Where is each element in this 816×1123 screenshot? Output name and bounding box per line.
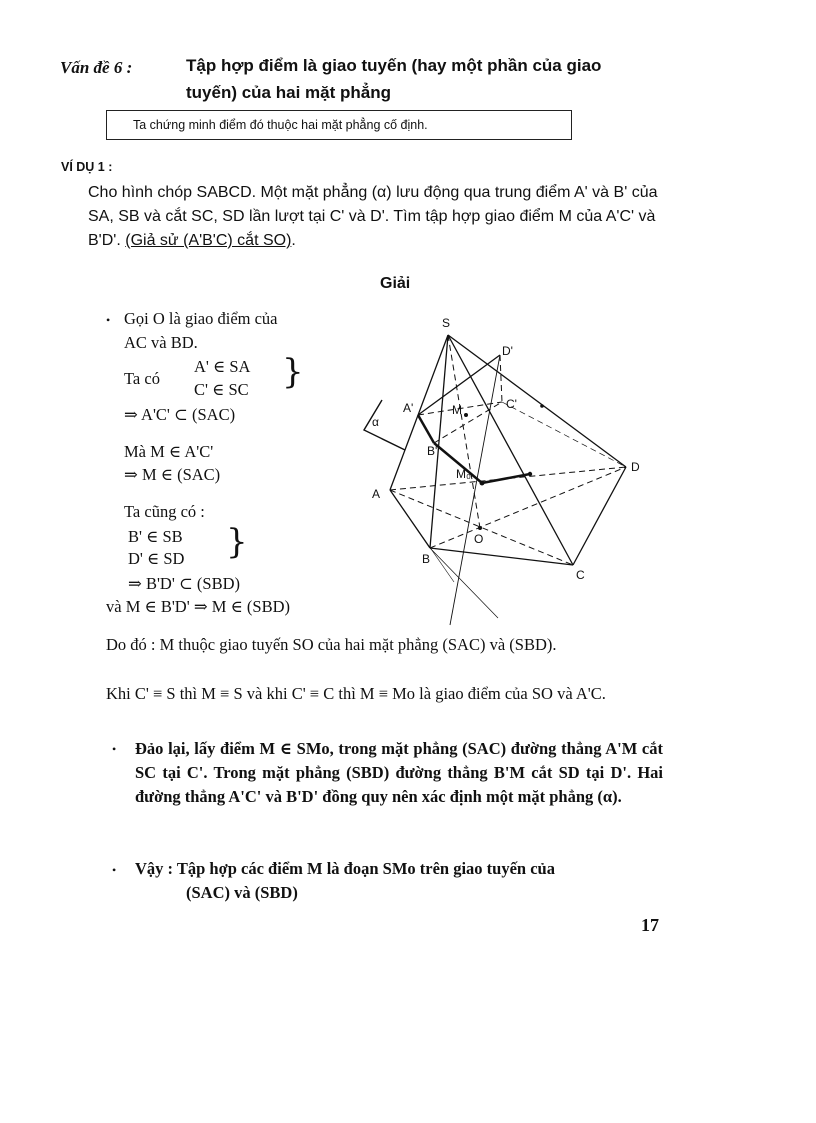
- seg-B1C1: [434, 402, 502, 443]
- edge-CD: [573, 467, 626, 565]
- line-A-ext: [390, 490, 454, 582]
- bullet-1: •: [106, 313, 111, 327]
- edge-SC: [448, 335, 573, 565]
- seg-M0-right: [482, 474, 530, 483]
- line-C1-D: [502, 402, 626, 467]
- step1-result-1: ⇒ A'C' ⊂ (SAC): [124, 405, 236, 424]
- solution-title: Giải: [380, 275, 411, 292]
- point-SD-mark: [540, 404, 544, 408]
- step3-line1: Vậy : Tập hợp các điểm M là đoạn SMo trên giao tuyến của: [135, 859, 555, 878]
- pyramid-figure: [330, 300, 660, 630]
- step1-line2: AC và BD.: [124, 333, 198, 352]
- step1-ta-cung-co: Ta cũng có :: [124, 502, 205, 521]
- label-C: C: [576, 568, 585, 582]
- edge-SA: [390, 335, 448, 490]
- step3-line2: (SAC) và (SBD): [186, 883, 298, 902]
- step1-cond-1: A' ∈ SA: [194, 357, 251, 376]
- label-D1: D': [502, 344, 513, 358]
- example-statement: Cho hình chóp SABCD. Một mặt phẳng (α) lưu động qua trung điểm A' và B' của SA, SB và cắt SC, SD lần lượt tại C' và D'. Tìm tập hợp giao điểm M của A'C' và B'D'.: [88, 184, 658, 249]
- page-number: 17: [641, 915, 659, 935]
- seg-D1C1: [500, 355, 502, 402]
- step1-cond-3: B' ∈ SB: [128, 527, 183, 546]
- point-M0: [480, 481, 485, 486]
- step1-ma: Mà M ∈ A'C': [124, 442, 214, 461]
- label-A1: A': [403, 401, 414, 415]
- method-box: Ta chứng minh điểm đó thuộc hai mặt phẳng cố định.: [106, 110, 572, 140]
- step1-va: và M ∈ B'D' ⇒ M ∈ (SBD): [106, 597, 290, 616]
- label-M0: M₀: [456, 467, 471, 481]
- label-alpha: α: [372, 415, 379, 429]
- problem-title: Tập hợp điểm là giao tuyến (hay một phần của giao tuyến) của hai mặt phẳng: [186, 56, 602, 102]
- label-S: S: [442, 316, 451, 330]
- example-period: .: [291, 232, 296, 249]
- step2-text: Đảo lại, lấy điểm M ∈ SMo, trong mặt phẳng (SAC) đường thẳng A'M cắt SC tại C'. Trong mặt phẳng (SBD) đường thẳng B'M cắt SD tại D'. Hai đường thẳng A'C' và B'D' đồng quy nên xác định một mặt phẳng (α).: [135, 739, 663, 806]
- example-label: VÍ DỤ 1 :: [61, 160, 113, 174]
- bullet-2: •: [112, 742, 117, 756]
- alpha-plane-mark: [364, 400, 405, 450]
- point-mid: [528, 472, 532, 476]
- step1-cond-4: D' ∈ SD: [128, 549, 185, 568]
- label-M: M: [452, 403, 462, 417]
- point-O: [478, 526, 482, 530]
- step1-line1: Gọi O là giao điểm của: [124, 309, 278, 328]
- label-B1: B': [427, 444, 438, 458]
- label-C1: C': [506, 397, 517, 411]
- label-O: O: [474, 532, 484, 546]
- line-B-ext: [430, 548, 498, 618]
- problem-label: Vấn đề 6 :: [60, 58, 133, 77]
- conclusion-2: Khi C' ≡ S thì M ≡ S và khi C' ≡ C thì M ≡ Mo là giao điểm của SO và A'C.: [106, 684, 606, 703]
- seg-A1B1: [418, 415, 434, 443]
- label-B: B: [422, 552, 431, 566]
- step1-cond-2: C' ∈ SC: [194, 380, 249, 399]
- point-M: [464, 413, 468, 417]
- label-D: D: [631, 460, 640, 474]
- brace-1: }: [282, 352, 304, 392]
- conclusion-1: Do đó : M thuộc giao tuyến SO của hai mặt phẳng (SAC) và (SBD).: [106, 635, 557, 654]
- edge-SD: [448, 335, 626, 467]
- bullet-3: •: [112, 863, 117, 877]
- step1-ta-co: Ta có: [124, 369, 160, 388]
- example-text: [88, 181, 668, 253]
- brace-2: }: [226, 522, 248, 562]
- step1-result-2: ⇒ M ∈ (SAC): [124, 465, 221, 484]
- example-assumption: (Giả sử (A'B'C) cắt SO): [125, 232, 292, 249]
- label-A: A: [372, 487, 381, 501]
- step1-result-3: ⇒ B'D' ⊂ (SBD): [128, 574, 240, 593]
- line-D1-ext: [450, 355, 500, 625]
